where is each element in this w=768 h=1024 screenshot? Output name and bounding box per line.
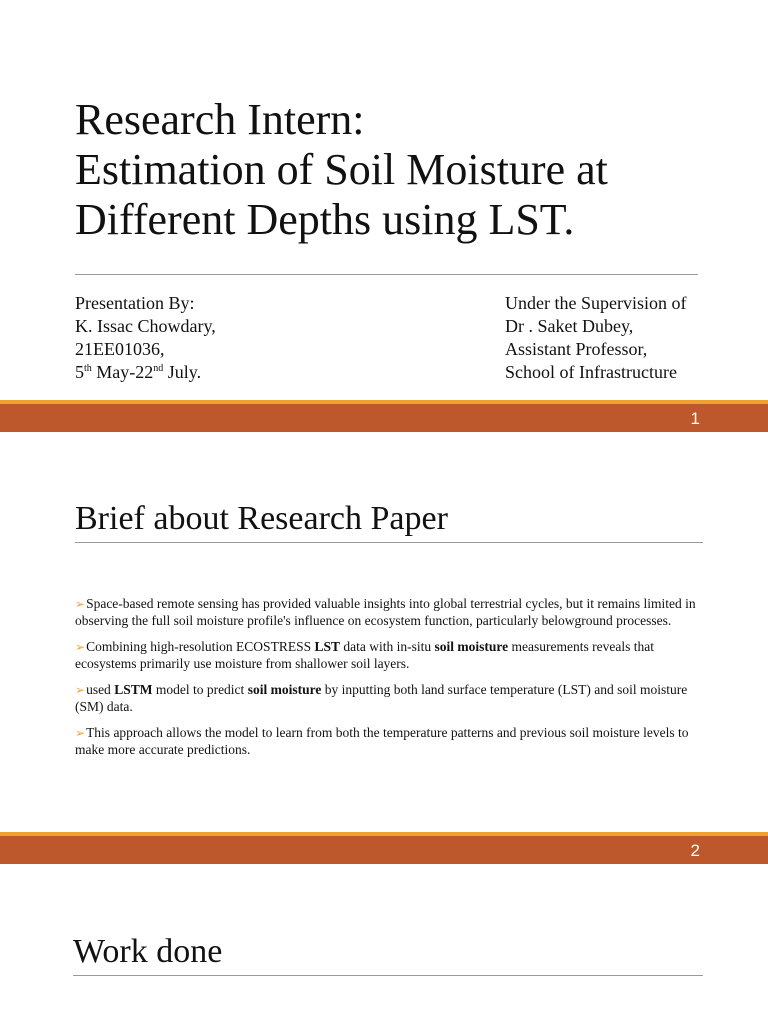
date-mid: May-22 (91, 362, 154, 382)
slide-1-footer (0, 400, 768, 432)
presenter-name: K. Issac Chowdary, (75, 316, 216, 336)
slide-2 (0, 432, 768, 864)
footer-accent-line (0, 400, 768, 404)
bullet-text-2c: measurements reveals that ecosystems primarily use moisture from shallower soil layers. (75, 639, 654, 671)
page-number: 2 (690, 841, 700, 860)
bullet-text-1: Space-based remote sensing has provided valuable insights into global terrestrial cycles, but it remains limited in observing the full soil moisture profile's influence on ecosystem function, particularly belowground processes. (75, 596, 696, 628)
date-end-suffix: nd (153, 363, 164, 374)
slide-3 (0, 864, 768, 1024)
title-line-3: Different Depths using LST. (75, 195, 575, 244)
supervisor-heading: Under the Supervision of (505, 293, 687, 313)
bullet-bold-soil-moisture: soil moisture (434, 639, 509, 654)
slide-2-title: Brief about Research Paper (75, 500, 448, 537)
supervisor-name: Dr . Saket Dubey, (505, 316, 634, 336)
bullet-item-4 (75, 725, 700, 757)
presenter-block (75, 292, 216, 384)
supervisor-designation: Assistant Professor, (505, 339, 648, 359)
page-number: 1 (690, 409, 700, 428)
date-start: 5 (75, 362, 84, 382)
footer-accent-line (0, 832, 768, 836)
title-divider (75, 274, 698, 275)
slide-2-footer (0, 832, 768, 864)
slide-2-title-divider (75, 542, 703, 543)
bullet-text-2b: data with in-situ (340, 639, 435, 654)
bullet-text-3a: used (86, 682, 115, 697)
bullet-bold-lst: LST (314, 639, 340, 654)
bullet-arrow-icon: ➢ (75, 726, 86, 740)
slide-3-title-divider (73, 975, 703, 976)
bullet-item-3 (75, 682, 700, 714)
bullet-text-2a: Combining high-resolution ECOSTRESS (86, 639, 315, 654)
title-line-2: Estimation of Soil Moisture at (75, 145, 608, 194)
bullet-item-1 (75, 596, 700, 628)
presenter-roll: 21EE01036, (75, 339, 165, 359)
bullet-bold-lstm: LSTM (114, 682, 153, 697)
bullet-item-2 (75, 639, 700, 671)
internship-dates (75, 361, 216, 384)
bullet-arrow-icon: ➢ (75, 597, 86, 611)
bullet-list (75, 596, 700, 768)
bullet-arrow-icon: ➢ (75, 683, 86, 697)
bullet-text-4: This approach allows the model to learn from both the temperature patterns and previous soil moisture levels to make more accurate predictions. (75, 725, 689, 757)
bullet-arrow-icon: ➢ (75, 640, 86, 654)
title-line-1: Research Intern: (75, 95, 365, 144)
slide-1 (0, 0, 768, 432)
supervisor-school: School of Infrastructure (505, 362, 677, 382)
bullet-bold-soil-moisture-2: soil moisture (247, 682, 322, 697)
slide-1-title (75, 95, 715, 245)
bullet-text-3b: model to predict (152, 682, 248, 697)
slide-3-title: Work done (73, 933, 223, 970)
supervisor-block (505, 292, 686, 384)
presenter-heading: Presentation By: (75, 293, 195, 313)
date-start-suffix: th (84, 363, 92, 374)
date-end: July. (163, 362, 202, 382)
bullet-text-3c: by inputting both land surface temperature (LST) and soil moisture (SM) data. (75, 682, 688, 714)
